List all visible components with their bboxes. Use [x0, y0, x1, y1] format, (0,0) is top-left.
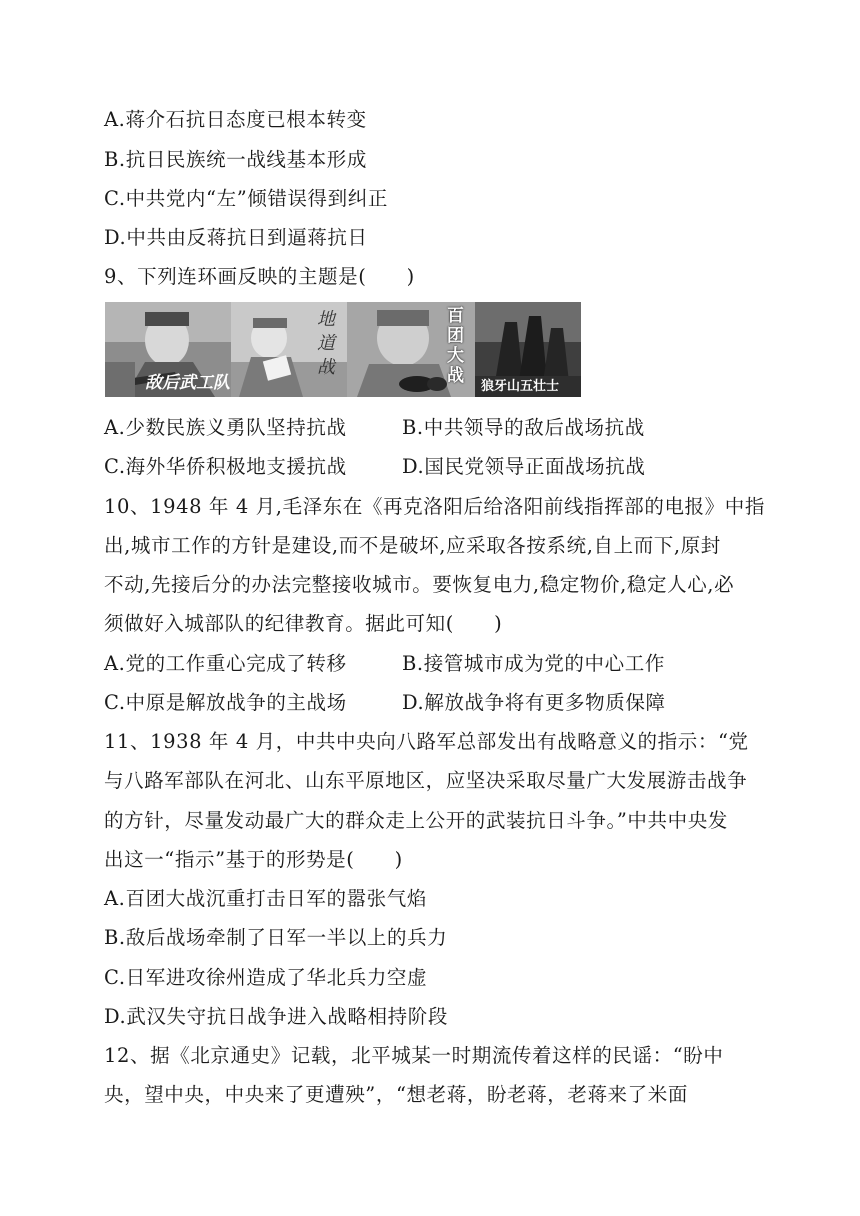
comic-cover-2: [231, 302, 347, 397]
q9-stem: 9、下列连环画反映的主题是( ): [104, 265, 415, 288]
q10-option-c: C.中原是解放战争的主战场: [104, 691, 347, 714]
q8-option-d: D.中共由反蒋抗日到逼蒋抗日: [104, 226, 368, 249]
q10-stem-line-3: 不动,先接后分的办法完整接收城市。要恢复电力,稳定物价,稳定人心,必: [104, 573, 735, 596]
comic-title-4: 狼牙山五壮士: [481, 379, 560, 394]
q11-option-c: C.日军进攻徐州造成了华北兵力空虚: [104, 966, 428, 989]
q11-option-d: D.武汉失守抗日战争进入战略相持阶段: [104, 1005, 448, 1028]
q8-option-c: C.中共党内“左”倾错误得到纠正: [104, 187, 388, 210]
q11-option-a: A.百团大战沉重打击日军的嚣张气焰: [104, 887, 427, 910]
q8-option-b: B.抗日民族统一战线基本形成: [104, 148, 367, 171]
comic-cover-3: [347, 302, 475, 397]
q8-option-a: A.蒋介石抗日态度已根本转变: [104, 108, 367, 131]
q9-option-c: C.海外华侨积极地支援抗战: [104, 455, 347, 478]
q10-stem-line-2: 出,城市工作的方针是建设,而不是破坏,应采取各按系统,自上而下,原封: [104, 534, 721, 557]
comic-title-2: 地道战: [317, 309, 335, 378]
q10-option-b: B.接管城市成为党的中心工作: [402, 652, 665, 675]
q11-stem-line-1: 11、1938 年 4 月，中共中央向八路军总部发出有战略意义的指示：“党: [104, 730, 749, 753]
q11-stem-line-2: 与八路军部队在河北、山东平原地区，应坚决采取尽量广大发展游击战争: [104, 769, 748, 792]
q10-option-a: A.党的工作重心完成了转移: [104, 652, 347, 675]
comic-cover-4: [475, 302, 581, 397]
q12-stem-line-2: 央，望中央，中央来了更遭殃”，“想老蒋，盼老蒋，老蒋来了米面: [104, 1083, 688, 1106]
q11-stem-line-3: 的方针，尽量发动最广大的群众走上公开的武装抗日斗争。”中共中央发: [104, 809, 728, 832]
comic-strip-image: [105, 302, 581, 397]
q10-stem-line-4: 须做好入城部队的纪律教育。据此可知( ): [104, 612, 503, 635]
q9-option-a: A.少数民族义勇队坚持抗战: [104, 416, 347, 439]
q10-stem-line-1: 10、1948 年 4 月,毛泽东在《再克洛阳后给洛阳前线指挥部的电报》中指: [104, 495, 765, 518]
q12-stem-line-1: 12、据《北京通史》记载，北平城某一时期流传着这样的民谣：“盼中: [104, 1044, 724, 1067]
comic-title-3: 百团大战: [447, 306, 464, 386]
comic-cover-1: [105, 302, 231, 397]
comic-title-1: 敌后武工队: [145, 373, 230, 393]
q11-option-b: B.敌后战场牵制了日军一半以上的兵力: [104, 926, 448, 949]
q10-option-d: D.解放战争将有更多物质保障: [402, 691, 666, 714]
q9-option-d: D.国民党领导正面战场抗战: [402, 455, 646, 478]
q11-stem-line-4: 出这一“指示”基于的形势是( ): [104, 848, 403, 871]
q9-option-b: B.中共领导的敌后战场抗战: [402, 416, 645, 439]
